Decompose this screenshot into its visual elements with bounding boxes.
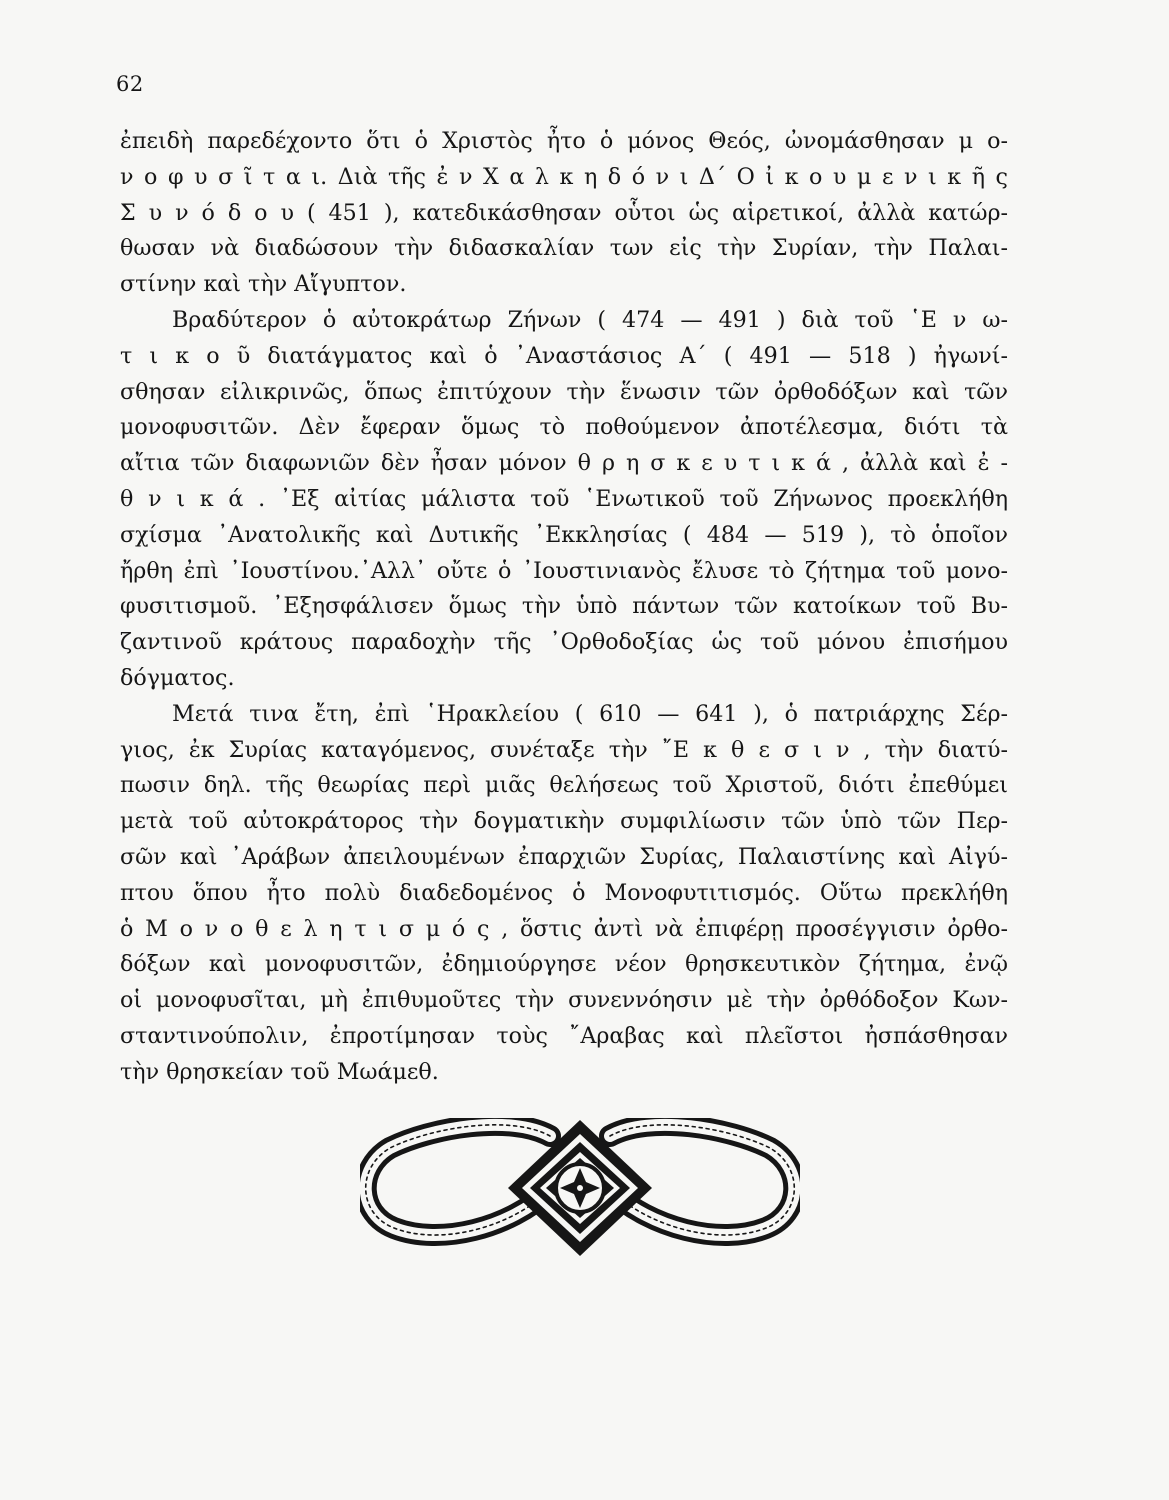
- text-line: ὁ Μ ο ν ο θ ε λ η τ ι σ μ ό ς , ὅστις ἀντὶ νὰ ἐπιφέρῃ προσέγγισιν ὀρθο-: [120, 915, 1008, 942]
- body-text: [120, 124, 1008, 1091]
- text-line: μετὰ τοῦ αὐτοκράτορος τὴν δογματικὴν συμφιλίωσιν τῶν ὑπὸ τῶν Περ-: [120, 808, 1008, 835]
- text-line: σταντινούπολιν, ἐπροτίμησαν τοὺς ῎Αραβας καὶ πλεῖστοι ἠσπάσθησαν: [120, 1022, 1008, 1049]
- text-line: στίνην καὶ τὴν Αἴγυπτον.: [120, 271, 407, 298]
- text-line: Βραδύτερον ὁ αὐτοκράτωρ Ζήνων ( 474 — 491 ) διὰ τοῦ ῾Ε ν ω-: [172, 306, 1008, 333]
- text-line: ἐπειδὴ παρεδέχοντο ὅτι ὁ Χριστὸς ἦτο ὁ μόνος Θεός, ὠνομάσθησαν μ ο-: [120, 128, 1008, 154]
- text-line: δόξων καὶ μονοφυσιτῶν, ἐδημιούργησε νέον θρησκευτικὸν ζήτημα, ἐνῷ: [120, 951, 1008, 978]
- text-line: Σ υ ν ό δ ο υ ( 451 ), κατεδικάσθησαν οὗτοι ὡς αἱρετικοί, ἀλλὰ κατώρ-: [120, 199, 1008, 226]
- text-line: θ ν ι κ ά . ᾿Εξ αἰτίας μάλιστα τοῦ ῾Ενωτικοῦ τοῦ Ζήνωνος προεκλήθη: [120, 485, 1008, 512]
- text-line: θωσαν νὰ διαδώσουν τὴν διδασκαλίαν των εἰς τὴν Συρίαν, τὴν Παλαι-: [120, 235, 1008, 262]
- text-line: πωσιν δηλ. τῆς θεωρίας περὶ μιᾶς θελήσεως τοῦ Χριστοῦ, διότι ἐπεθύμει: [120, 772, 1008, 799]
- text-line: τ ι κ ο ῦ διατάγματος καὶ ὁ ᾿Αναστάσιος Α΄ ( 491 — 518 ) ἠγωνί-: [120, 342, 1008, 369]
- text-line: γιος, ἐκ Συρίας καταγόμενος, συνέταξε τὴν ῎Ε κ θ ε σ ι ν , τὴν διατύ-: [120, 736, 1008, 763]
- paragraph-2: [120, 303, 1008, 697]
- interlaced-knot-cross-ornament-icon: [360, 1118, 800, 1262]
- text-line: αἴτια τῶν διαφωνιῶν δὲν ἦσαν μόνον θ ρ η σ κ ε υ τ ι κ ά , ἀλλὰ καὶ ἐ -: [120, 450, 1008, 477]
- text-line: τὴν θρησκείαν τοῦ Μωάμεθ.: [120, 1058, 439, 1085]
- page-number: 62: [116, 72, 144, 96]
- text-line: σχίσμα ᾿Ανατολικῆς καὶ Δυτικῆς ᾿Εκκλησίας ( 484 — 519 ), τὸ ὁποῖον: [120, 521, 1008, 548]
- text-line: φυσιτισμοῦ. ᾿Εξησφάλισεν ὅμως τὴν ὑπὸ πάντων τῶν κατοίκων τοῦ Βυ-: [120, 593, 1008, 620]
- text-line: οἱ μονοφυσῖται, μὴ ἐπιθυμοῦτες τὴν συνεννόησιν μὲ τὴν ὀρθόδοξον Κων-: [120, 987, 1008, 1014]
- text-line: μονοφυσιτῶν. Δὲν ἔφεραν ὅμως τὸ ποθούμενον ἀποτέλεσμα, διότι τὰ: [120, 414, 1008, 441]
- text-line: δόγματος.: [120, 664, 235, 691]
- text-line: πτου ὅπου ἦτο πολὺ διαδεδομένος ὁ Μονοφυτιτισμός. Οὕτω πρεκλήθη: [120, 879, 1008, 906]
- paragraph-1: [120, 124, 1008, 303]
- text-line: σθησαν εἰλικρινῶς, ὅπως ἐπιτύχουν τὴν ἕνωσιν τῶν ὀρθοδόξων καὶ τῶν: [120, 378, 1008, 405]
- paragraph-3: [120, 697, 1008, 1091]
- text-line: Μετά τινα ἔτη, ἐπὶ ῾Ηρακλείου ( 610 — 641 ), ὁ πατριάρχης Σέρ-: [172, 700, 1008, 727]
- text-line: ἤρθη ἐπὶ ᾿Ιουστίνου.᾿Αλλ᾿ οὔτε ὁ ᾿Ιουστινιανὸς ἔλυσε τὸ ζήτημα τοῦ μονο-: [120, 557, 1008, 584]
- text-line: σῶν καὶ ᾿Αράβων ἀπειλουμένων ἐπαρχιῶν Συρίας, Παλαιστίνης καὶ Αἰγύ-: [120, 843, 1008, 870]
- text-line: ν ο φ υ σ ῖ τ α ι. Διὰ τῆς ἐ ν Χ α λ κ η δ ό ν ι Δ΄ Ο ἰ κ ο υ μ ε ν ι κ ῆ ς: [120, 163, 1008, 190]
- text-line: ζαντινοῦ κράτους παραδοχὴν τῆς ᾿Ορθοδοξίας ὡς τοῦ μόνου ἐπισήμου: [120, 629, 1008, 656]
